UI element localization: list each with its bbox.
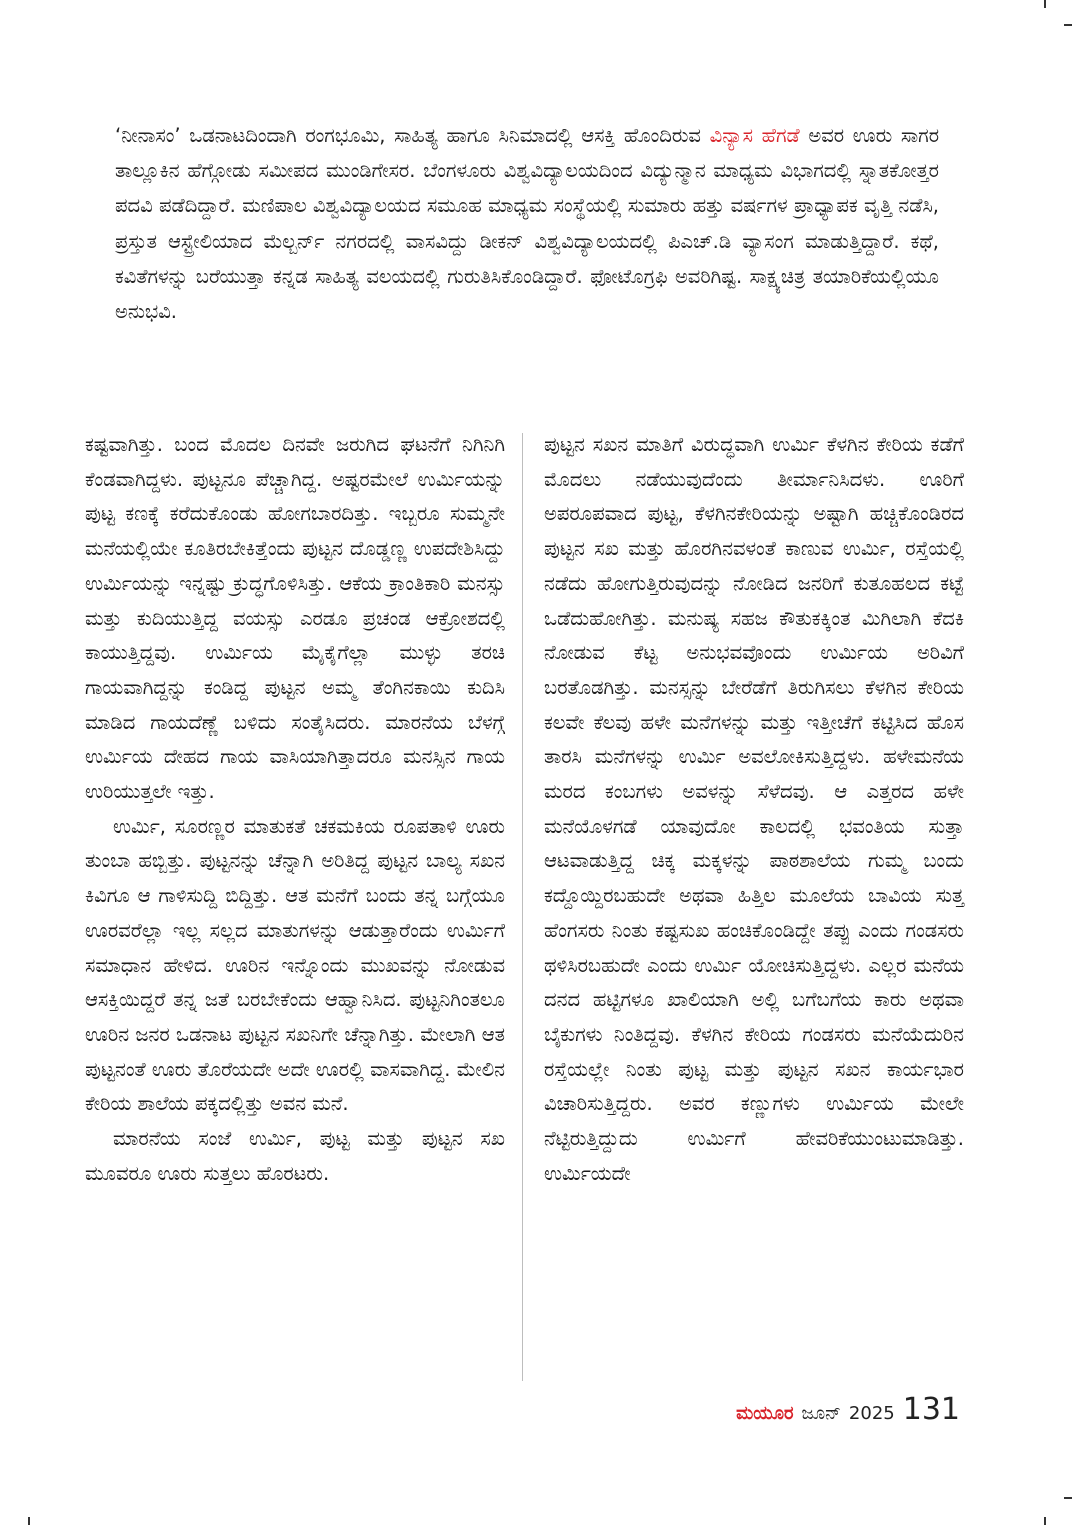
paragraph: ಕಷ್ಟವಾಗಿತ್ತು. ಬಂದ ಮೊದಲ ದಿನವೇ ಜರುಗಿದ ಘಟನೆಗೆ ನಿಗಿನಿಗಿ ಕೆಂಡವಾಗಿದ್ದಳು. ಪುಟ್ಟನೂ ಪೆಚ್ಚಾಗಿದ್ದ. ಅಷ್ಟರಮೇಲೆ ಉರ್ಮಿಯನ್ನು ಪುಟ್ಟ ಕಣಕ್ಕೆ ಕರೆದುಕೊಂಡು ಹೋಗಬಾರದಿತ್ತು. ಇಬ್ಬರೂ ಸುಮ್ಮನೇ ಮನೆಯಲ್ಲಿಯೇ ಕೂತಿರಬೇಕಿತ್ತೆಂದು ಪುಟ್ಟನ ದೊಡ್ಡಣ್ಣ ಉಪದೇಶಿಸಿದ್ದು ಉರ್ಮಿಯನ್ನು ಇನ್ನಷ್ಟು ಕ್ರುದ್ಧಗೊಳಿಸಿತ್ತು. ಆಕೆಯ ಕ್ರಾಂತಿಕಾರಿ ಮನಸ್ಸು ಮತ್ತು ಕುದಿಯುತ್ತಿದ್ದ ವಯಸ್ಸು ಎರಡೂ ಪ್ರಚಂಡ ಆಕ್ರೋಶದಲ್ಲಿ ಕಾಯುತ್ತಿದ್ದವು. ಉರ್ಮಿಯ ಮೈಕೈಗೆಲ್ಲಾ ಮುಳ್ಳು ತರಚಿ ಗಾಯವಾಗಿದ್ದನ್ನು ಕಂಡಿದ್ದ ಪುಟ್ಟನ ಅಮ್ಮ ತೆಂಗಿನಕಾಯಿ ಕುದಿಸಿ ಮಾಡಿದ ಗಾಯದೆಣ್ಣೆ ಬಳಿದು ಸಂತೈಸಿದರು. ಮಾರನೆಯ ಬೆಳಗ್ಗೆ ಉರ್ಮಿಯ ದೇಹದ ಗಾಯ ವಾಸಿಯಾಗಿತ್ತಾದರೂ ಮನಸ್ಸಿನ ಗಾಯ ಉರಿಯುತ್ತಲೇ ಇತ್ತು. [85,433,505,804]
issue-month: ಜೂನ್ [801,1403,841,1424]
article-column-left [85,428,505,1191]
paragraph: ಮಾರನೆಯ ಸಂಜೆ ಉರ್ಮಿ, ಪುಟ್ಟ ಮತ್ತು ಪುಟ್ಟನ ಸಖ ಮೂವರೂ ಊರು ಸುತ್ತಲು ಹೊರಟರು. [85,1127,505,1185]
crop-mark-right-lower [1064,1497,1072,1499]
author-bio [115,118,939,329]
paragraph: ಪುಟ್ಟನ ಸಖನ ಮಾತಿಗೆ ವಿರುದ್ಧವಾಗಿ ಉರ್ಮಿ ಕೆಳಗಿನ ಕೇರಿಯ ಕಡೆಗೆ ಮೊದಲು ನಡೆಯುವುದೆಂದು ತೀರ್ಮಾನಿಸಿದಳು. ಊರಿಗೆ ಅಪರೂಪವಾದ ಪುಟ್ಟ, ಕೆಳಗಿನಕೇರಿಯನ್ನು ಅಷ್ಟಾಗಿ ಹಚ್ಚಿಕೊಂಡಿರದ ಪುಟ್ಟನ ಸಖ ಮತ್ತು ಹೊರಗಿನವಳಂತೆ ಕಾಣುವ ಉರ್ಮಿ, ರಸ್ತೆಯಲ್ಲಿ ನಡೆದು ಹೋಗುತ್ತಿರುವುದನ್ನು ನೋಡಿದ ಜನರಿಗೆ ಕುತೂಹಲದ ಕಟ್ಟೆ ಒಡೆದುಹೋಗಿತ್ತು. ಮನುಷ್ಯ ಸಹಜ ಕೌತುಕಕ್ಕಿಂತ ಮಿಗಿಲಾಗಿ ಕೆದಕಿ ನೋಡುವ ಕೆಟ್ಟ ಅನುಭವವೊಂದು ಉರ್ಮಿಯ ಅರಿವಿಗೆ ಬರತೊಡಗಿತ್ತು. ಮನಸ್ಸನ್ನು ಬೇರೆಡೆಗೆ ತಿರುಗಿಸಲು ಕೆಳಗಿನ ಕೇರಿಯ ಕಲವೇ ಕೆಲವು ಹಳೇ ಮನೆಗಳನ್ನು ಮತ್ತು ಇತ್ತೀಚೆಗೆ ಕಟ್ಟಿಸಿದ ಹೊಸ ತಾರಸಿ ಮನೆಗಳನ್ನು ಉರ್ಮಿ ಅವಲೋಕಿಸುತ್ತಿದ್ದಳು. ಹಳೇಮನೆಯ ಮರದ ಕಂಬಗಳು ಅವಳನ್ನು ಸೆಳೆದವು. ಆ ಎತ್ತರದ ಹಳೇ ಮನೆಯೊಳಗಡೆ ಯಾವುದೋ ಕಾಲದಲ್ಲಿ ಭವಂತಿಯ ಸುತ್ತಾ ಆಟವಾಡುತ್ತಿದ್ದ ಚಿಕ್ಕ ಮಕ್ಕಳನ್ನು ಪಾಠಶಾಲೆಯ ಗುಮ್ಮ ಬಂದು ಕದ್ದೊಯ್ದಿರಬಹುದೇ ಅಥವಾ ಹಿತ್ತಿಲ ಮೂಲೆಯ ಬಾವಿಯ ಸುತ್ತ ಹೆಂಗಸರು ನಿಂತು ಕಷ್ಟಸುಖ ಹಂಚಿಕೊಂಡಿದ್ದೇ ತಪ್ಪು ಎಂದು ಗಂಡಸರು ಥಳಿಸಿರಬಹುದೇ ಎಂದು ಉರ್ಮಿ ಯೋಚಿಸುತ್ತಿದ್ದಳು. ಎಲ್ಲರ ಮನೆಯ ದನದ ಹಟ್ಟಿಗಳೂ ಖಾಲಿಯಾಗಿ ಅಲ್ಲಿ ಬಗೆಬಗೆಯ ಕಾರು ಅಥವಾ ಬೈಕುಗಳು ನಿಂತಿದ್ದವು. ಕೆಳಗಿನ ಕೇರಿಯ ಗಂಡಸರು ಮನೆಯೆದುರಿನ ರಸ್ತೆಯಲ್ಲೇ ನಿಂತು ಪುಟ್ಟ ಮತ್ತು ಪುಟ್ಟನ ಸಖನ ಕಾರ್ಯಭಾರ ವಿಚಾರಿಸುತ್ತಿದ್ದರು. ಅವರ ಕಣ್ಣುಗಳು ಉರ್ಮಿಯ ಮೇಲೇ ನೆಟ್ಟಿರುತ್ತಿದ್ದುದು ಉರ್ಮಿಗೆ ಹೇವರಿಕೆಯುಂಟುಮಾಡಿತ್ತು. ಉರ್ಮಿಯದೇ [544,433,964,1185]
page-number: 131 [902,1392,960,1427]
author-name: ವಿನ್ಯಾಸ ಹೆಗಡೆ [709,124,800,147]
issue-year: 2025 [848,1403,895,1424]
page-footer [736,1392,960,1428]
author-bio-lead: ‘ನೀನಾಸಂ’ ಒಡನಾಟದಿಂದಾಗಿ ರಂಗಭೂಮಿ, ಸಾಹಿತ್ಯ ಹಾಗೂ ಸಿನಿಮಾದಲ್ಲಿ ಆಸಕ್ತಿ ಹೊಂದಿರುವ [115,124,701,147]
author-bio-text: ಅವರ ಊರು ಸಾಗರ ತಾಲ್ಲೂಕಿನ ಹೆಗ್ಗೋಡು ಸಮೀಪದ ಮುಂಡಿಗೇಸರ. ಬೆಂಗಳೂರು ವಿಶ್ವವಿದ್ಯಾಲಯದಿಂದ ವಿದ್ಯುನ್ಮಾನ ಮಾಧ್ಯಮ ವಿಭಾಗದಲ್ಲಿ ಸ್ನಾತಕೋತ್ತರ ಪದವಿ ಪಡೆದಿದ್ದಾರೆ. ಮಣಿಪಾಲ ವಿಶ್ವವಿದ್ಯಾಲಯದ ಸಮೂಹ ಮಾಧ್ಯಮ ಸಂಸ್ಥೆಯಲ್ಲಿ ಸುಮಾರು ಹತ್ತು ವರ್ಷಗಳ ಪ್ರಾಧ್ಯಾಪಕ ವೃತ್ತಿ ನಡೆಸಿ, ಪ್ರಸ್ತುತ ಆಸ್ಟ್ರೇಲಿಯಾದ ಮೆಲ್ಬರ್ನ್ ನಗರದಲ್ಲಿ ವಾಸವಿದ್ದು ಡೀಕನ್ ವಿಶ್ವವಿದ್ಯಾಲಯದಲ್ಲಿ ಪಿಎಚ್.ಡಿ ವ್ಯಾಸಂಗ ಮಾಡುತ್ತಿದ್ದಾರೆ. ಕಥೆ, ಕವಿತೆಗಳನ್ನು ಬರೆಯುತ್ತಾ ಕನ್ನಡ ಸಾಹಿತ್ಯ ವಲಯದಲ್ಲಿ ಗುರುತಿಸಿಕೊಂಡಿದ್ದಾರೆ. ಫೋಟೊಗ್ರಫಿ ಅವರಿಗಿಷ್ಟ. ಸಾಕ್ಷ್ಯಚಿತ್ರ ತಯಾರಿಕೆಯಲ್ಲಿಯೂ ಅನುಭವಿ. [115,124,940,324]
article-column-right [544,428,964,1191]
crop-mark-bottom-left [28,1517,30,1525]
magazine-logo: ಮಯೂರ [736,1403,794,1424]
crop-mark-top-right [1044,0,1046,8]
crop-mark-right-upper [1064,24,1072,26]
paragraph: ಉರ್ಮಿ, ಸೂರಣ್ಣರ ಮಾತುಕತೆ ಚಕಮಕಿಯ ರೂಪತಾಳಿ ಊರು ತುಂಬಾ ಹಬ್ಬಿತ್ತು. ಪುಟ್ಟನನ್ನು ಚೆನ್ನಾಗಿ ಅರಿತಿದ್ದ ಪುಟ್ಟನ ಬಾಲ್ಯ ಸಖನ ಕಿವಿಗೂ ಆ ಗಾಳಿಸುದ್ದಿ ಬಿದ್ದಿತ್ತು. ಆತ ಮನೆಗೆ ಬಂದು ತನ್ನ ಬಗ್ಗೆಯೂ ಊರವರೆಲ್ಲಾ ಇಲ್ಲ ಸಲ್ಲದ ಮಾತುಗಳನ್ನು ಆಡುತ್ತಾರೆಂದು ಉರ್ಮಿಗೆ ಸಮಾಧಾನ ಹೇಳಿದ. ಊರಿನ ಇನ್ನೊಂದು ಮುಖವನ್ನು ನೋಡುವ ಆಸಕ್ತಿಯಿದ್ದರೆ ತನ್ನ ಜತೆ ಬರಬೇಕೆಂದು ಆಹ್ವಾನಿಸಿದ. ಪುಟ್ಟನಿಗಿಂತಲೂ ಊರಿನ ಜನರ ಒಡನಾಟ ಪುಟ್ಟನ ಸಖನಿಗೇ ಚೆನ್ನಾಗಿತ್ತು. ಮೇಲಾಗಿ ಆತ ಪುಟ್ಟನಂತೆ ಊರು ತೊರೆಯದೇ ಅದೇ ಊರಲ್ಲಿ ವಾಸವಾಗಿದ್ದ. ಮೇಲಿನ ಕೇರಿಯ ಶಾಲೆಯ ಪಕ್ಕದಲ್ಲಿತ್ತು ಅವನ ಮನೆ. [85,814,505,1116]
column-divider [522,433,523,1381]
crop-mark-bottom-right [1044,1517,1046,1525]
